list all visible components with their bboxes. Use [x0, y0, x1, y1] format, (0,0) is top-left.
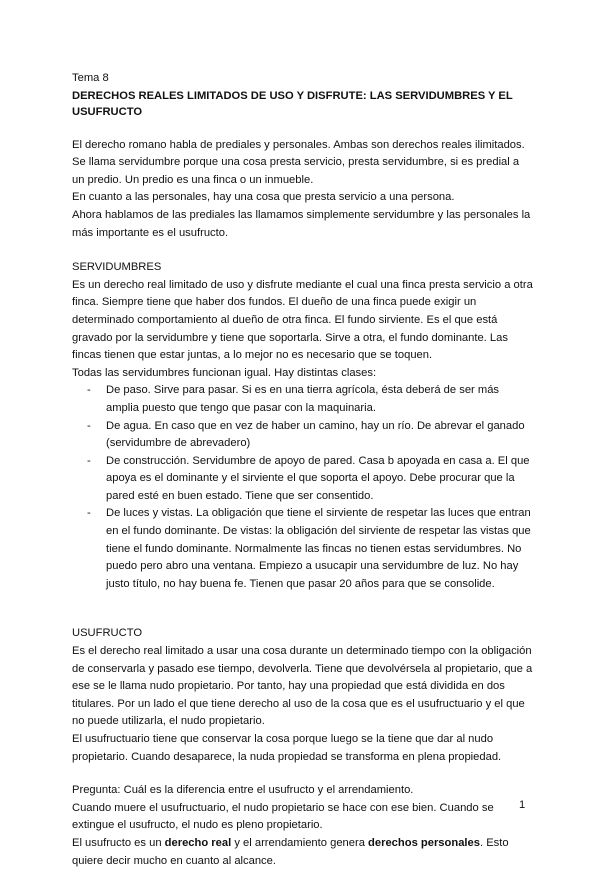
servidumbres-list: [72, 382, 534, 593]
intro-paragraph-2: En cuanto a las personales, hay una cosa que presta servicio a una persona.: [72, 191, 455, 204]
usufructo-paragraph-2: El usufructuario tiene que conservar la cosa porque luego se la tiene que dar al nudo propietario. Cuando desaparece, la nuda propiedad se transforma en plena propiedad.: [72, 733, 502, 763]
spacer: [72, 766, 534, 782]
list-item-text: De agua. En caso que en vez de haber un camino, hay un río. De abrevar el ganado (servidumbre de abrevadero): [106, 419, 525, 450]
answer-paragraph-2: [72, 835, 534, 870]
servidumbres-classes-intro: Todas las servidumbres funcionan igual. Hay distintas clases:: [72, 366, 377, 379]
answer-text-part: . Esto quiere decir mucho en cuanto al alcance.: [72, 836, 509, 867]
bullet-dash: -: [87, 419, 91, 432]
question-line: Pregunta: Cuál es la diferencia entre el usufructo y el arrendamiento.: [72, 784, 414, 797]
list-item: [87, 453, 534, 506]
list-item: [87, 505, 534, 593]
spacer: [72, 120, 534, 137]
bold-term-derecho-real: derecho real: [164, 836, 232, 849]
document-page: [72, 70, 534, 870]
intro-paragraph-1: El derecho romano habla de prediales y personales. Ambas son derechos reales ilimitados. Se llama servidumbre porque una cosa presta servicio, presta servidumbre, si es predial a un predio. Un predio es una finca o un inmueble.: [72, 138, 525, 186]
spacer: [72, 242, 534, 259]
answer-text-part: El usufructo es un: [72, 836, 165, 849]
usufructo-paragraph-1: Es el derecho real limitado a usar una cosa durante un determinado tiempo con la obligación de conservarla y pasado ese tiempo, devolverla. Tiene que devolvérsela al propietario, que a ese se le llama nudo propietario. Por tanto, hay una propiedad que está dividida en dos titulares. Por un lado el que tiene derecho al uso de la cosa que es el usufructuario y el que no puede utilizarla, el nudo propietario.: [72, 645, 533, 728]
list-item-text: De construcción. Servidumbre de apoyo de pared. Casa b apoyada en casa a. El que apoya es el dominante y el sirviente el que soporta el apoyo. Debe procurar que la pared esté en buen estado. Tiene que ser consentido.: [106, 454, 530, 502]
document-title: DERECHOS REALES LIMITADOS DE USO Y DISFRUTE: LAS SERVIDUMBRES Y EL USUFRUCTO: [72, 89, 513, 118]
topic-number: Tema 8: [72, 72, 109, 84]
bold-term-derechos-personales: derechos personales: [368, 836, 480, 849]
page-number: 1: [519, 799, 526, 811]
list-item: [87, 382, 534, 417]
spacer: [72, 593, 534, 625]
list-item-text: De paso. Sirve para pasar. Si es en una tierra agrícola, ésta deberá de ser más amplia puesto que tengo que pasar con la maquinaria.: [106, 384, 500, 414]
list-item: [87, 418, 534, 453]
usufructo-heading: USUFRUCTO: [72, 627, 143, 640]
intro-paragraph-3: Ahora hablamos de las prediales las llamamos simplemente servidumbre y las personales la más importante es el usufructo.: [72, 208, 531, 239]
servidumbres-heading: SERVIDUMBRES: [72, 261, 162, 274]
list-item-text: De luces y vistas. La obligación que tiene el sirviente de respetar las luces que entran en el fundo dominante. De vistas: la obligación del sirviente de respetar las vistas que tiene el fundo dominante. Normalmente las fincas no tienen estas servidumbres. No puedo pero abro una ventana. Empiezo a usucapir una servidumbre de luz. No hay justo título, no hay buena fe. Tienen que pasar 20 años para que se consolide.: [106, 507, 531, 590]
answer-text-part: y el arrendamiento genera: [231, 836, 369, 849]
servidumbres-paragraph: Es un derecho real limitado de uso y disfrute mediante el cual una finca presta servicio a otra finca. Siempre tiene que haber dos fundos. El dueño de una finca puede exigir un determinado comportamiento al dueño de otra finca. El fundo sirviente. Es el que está gravado por la servidumbre y tiene que soportarla. Sirve a otra, el fundo dominante. Las fincas tienen que estar juntas, a lo mejor no es necesario que se toquen.: [72, 278, 533, 362]
bullet-dash: -: [87, 454, 91, 467]
answer-paragraph-1: Cuando muere el usufructuario, el nudo propietario se hace con ese bien. Cuando se extingue el usufructo, el nudo es pleno propietario.: [72, 801, 494, 832]
bullet-dash: -: [87, 507, 91, 520]
bullet-dash: -: [87, 384, 91, 397]
